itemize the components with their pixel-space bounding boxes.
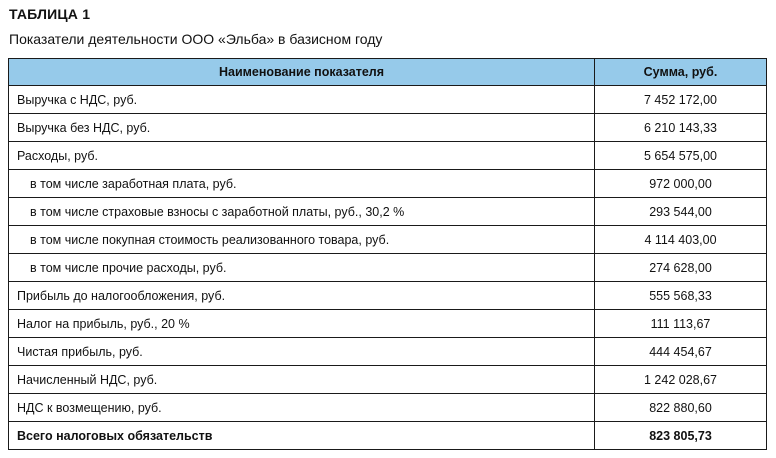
indicators-table	[8, 58, 767, 450]
total-value: 823 805,73	[595, 422, 767, 450]
table-row	[9, 282, 767, 310]
row-value: 822 880,60	[595, 394, 767, 422]
table-header-row	[9, 59, 767, 86]
table-row	[9, 114, 767, 142]
row-value: 293 544,00	[595, 198, 767, 226]
row-label: в том числе страховые взносы с заработной платы, руб., 30,2 %	[9, 198, 595, 226]
row-label: в том числе прочие расходы, руб.	[9, 254, 595, 282]
row-label: Прибыль до налогообложения, руб.	[9, 282, 595, 310]
row-value: 6 210 143,33	[595, 114, 767, 142]
table-row	[9, 142, 767, 170]
table-row	[9, 86, 767, 114]
table-row-sub	[9, 254, 767, 282]
table-row-sub	[9, 226, 767, 254]
row-label: НДС к возмещению, руб.	[9, 394, 595, 422]
row-value: 5 654 575,00	[595, 142, 767, 170]
table-row	[9, 394, 767, 422]
table-row-sub	[9, 170, 767, 198]
row-value: 274 628,00	[595, 254, 767, 282]
table-subtitle: Показатели деятельности ООО «Эльба» в базисном году	[9, 31, 383, 47]
table-title: ТАБЛИЦА 1	[9, 6, 91, 22]
row-label: в том числе заработная плата, руб.	[9, 170, 595, 198]
row-label: Расходы, руб.	[9, 142, 595, 170]
table-row	[9, 366, 767, 394]
table-row	[9, 338, 767, 366]
row-value: 972 000,00	[595, 170, 767, 198]
total-label: Всего налоговых обязательств	[9, 422, 595, 450]
row-label: Налог на прибыль, руб., 20 %	[9, 310, 595, 338]
row-label: Чистая прибыль, руб.	[9, 338, 595, 366]
row-label: Начисленный НДС, руб.	[9, 366, 595, 394]
row-value: 555 568,33	[595, 282, 767, 310]
row-value: 4 114 403,00	[595, 226, 767, 254]
row-label: Выручка с НДС, руб.	[9, 86, 595, 114]
table-row	[9, 310, 767, 338]
row-value: 111 113,67	[595, 310, 767, 338]
row-value: 7 452 172,00	[595, 86, 767, 114]
column-header-indicator: Наименование показателя	[9, 59, 595, 86]
table-row-sub	[9, 198, 767, 226]
row-value: 444 454,67	[595, 338, 767, 366]
row-label: Выручка без НДС, руб.	[9, 114, 595, 142]
table-row-total	[9, 422, 767, 450]
column-header-sum: Сумма, руб.	[595, 59, 767, 86]
row-label: в том числе покупная стоимость реализованного товара, руб.	[9, 226, 595, 254]
row-value: 1 242 028,67	[595, 366, 767, 394]
